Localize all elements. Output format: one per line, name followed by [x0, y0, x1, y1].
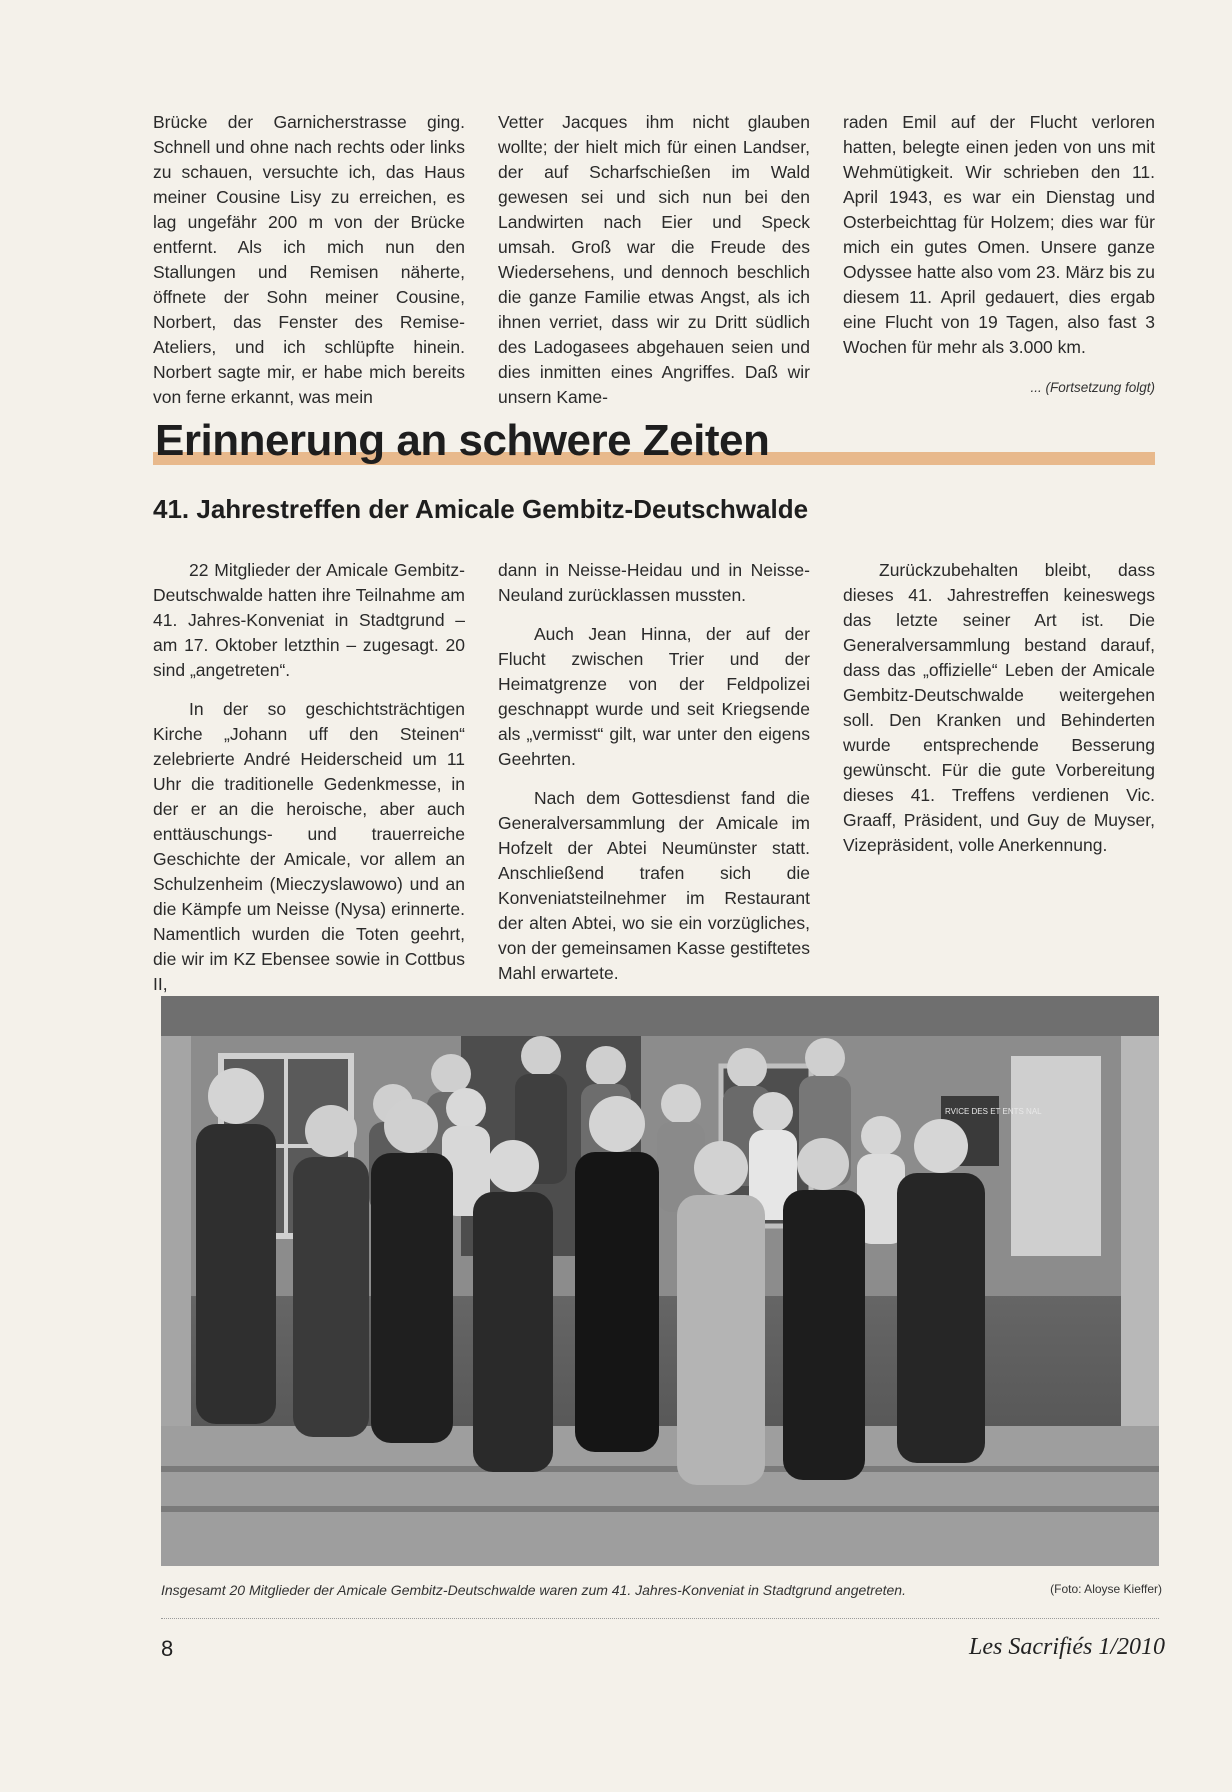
continuation-note: ... (Fortsetzung folgt) [1030, 380, 1155, 395]
story-paragraph: Vetter Jacques ihm nicht glauben wollte; der hielt mich für einen Landser, der auf Scharfschießen im Wald gewesen sei und sich nun bei den Landwirten nach Eier und Speck umsah. Groß war die Freude des Wiedersehens, und dennoch beschlich die ganze Familie etwas Angst, als ich ihnen verriet, dass wir zu Dritt südlich des Ladogasees abgehauen seien und dies inmitten eines Angriffes. Daß wir unsern Kame- [498, 112, 810, 407]
story-column-2 [498, 110, 810, 410]
article-headline: Erinnerung an schwere Zeiten [155, 416, 770, 465]
story-paragraph: raden Emil auf der Flucht verloren hatten, belegte einen jeden von uns mit Wehmütigkeit. Wir schrieben den 11. April 1943, es war ein Dienstag und Osterbeichttag für Holzem; dies war für mich ein gutes Omen. Unsere ganze Odyssee hatte also vom 23. März bis zu diesem 11. April gedauert, dies ergab eine Flucht von 19 Tagen, also fast 3 Wochen für mehr als 3.000 km. [843, 112, 1155, 357]
page-number: 8 [161, 1636, 174, 1661]
article-paragraph: Zurückzubehalten bleibt, dass dieses 41. Jahrestreffen keineswegs das letzte seiner Art ist. Die Generalversammlung bestand darauf, dass das „offizielle“ Leben der Amicale Gembitz-Deutschwalde weitergehen soll. Den Kranken und Behinderten wurde entsprechende Besserung gewünscht. Für die gute Vorbereitung dieses 41. Treffens verdienen Vic. Graaff, Präsident, und Guy de Muyser, Vizepräsident, volle Anerkennung. [843, 560, 1155, 855]
article-paragraph: dann in Neisse-Heidau und in Neisse-Neuland zurücklassen mussten. [498, 560, 810, 605]
story-paragraph: Brücke der Garnicherstrasse ging. Schnell und ohne nach rechts oder links zu schauen, versuchte ich, das Haus meiner Cousine Lisy zu erreichen, es lag ungefähr 200 m von der Brücke entfernt. Als ich mich nun den Stallungen und Remisen näherte, öffnete der Sohn meiner Cousine, Norbert, das Fenster des Remise-Ateliers, und ich schlüpfte hinein. Norbert sagte mir, er habe mich bereits von ferne erkannt, was mein [153, 112, 465, 407]
article-body [153, 558, 1155, 994]
article-paragraph: In der so geschichtsträchtigen Kirche „Johann uff den Steinen“ zelebrierte André Heiderscheid um 11 Uhr die traditionelle Gedenkmesse, in der er an die heroische, aber auch enttäuschungs- und trauerreiche Geschichte der Amicale, vor allem an Schulzenheim (Mieczyslawowo) und an die Kämpfe um Neisse (Nysa) erinnerte. Namentlich wurden die Toten geehrt, die wir im KZ Ebensee sowie in Cottbus II, [153, 699, 465, 994]
footer-divider [161, 1618, 1159, 1619]
headline-block [153, 416, 1155, 476]
group-photo [161, 996, 1159, 1566]
photo-caption: Insgesamt 20 Mitglieder der Amicale Gembitz-Deutschwalde waren zum 41. Jahres-Konveniat in Stadtgrund angetreten. [161, 1582, 906, 1598]
photo-credit: (Foto: Aloyse Kieffer) [1050, 1582, 1162, 1596]
article-paragraph: Nach dem Gottesdienst fand die Generalversammlung der Amicale im Hofzelt der Abtei Neumünster statt. Anschließend trafen sich die Konveniatsteilnehmer im Restaurant der alten Abtei, wo sie ein vorzügliches, von der gemeinsamen Kasse gestiftetes Mahl erwartete. [498, 788, 810, 983]
building-sign-text: RVICE DES ET ENTS NAL [945, 1107, 1042, 1116]
story-column-3 [843, 110, 1155, 410]
publication-title: Les Sacrifiés 1/2010 [969, 1634, 1165, 1660]
article-column-1 [153, 558, 465, 994]
article-paragraph: Auch Jean Hinna, der auf der Flucht zwischen Trier und der Heimatgrenze von der Feldpolizei geschnappt wurde und seit Kriegsende als „vermisst“ gilt, war unter den eigens Geehrten. [498, 624, 810, 769]
article-subheadline: 41. Jahrestreffen der Amicale Gembitz-Deutschwalde [153, 494, 809, 524]
continued-story [153, 110, 1155, 410]
article-column-3 [843, 558, 1155, 978]
story-column-1 [153, 110, 465, 410]
article-column-2 [498, 558, 810, 983]
group-photo-illustration [161, 996, 1159, 1566]
article-paragraph: 22 Mitglieder der Amicale Gembitz-Deutschwalde hatten ihre Teilnahme am 41. Jahres-Konveniat in Stadtgrund – am 17. Oktober letzthin – zugesagt. 20 sind „angetreten“. [153, 560, 465, 680]
